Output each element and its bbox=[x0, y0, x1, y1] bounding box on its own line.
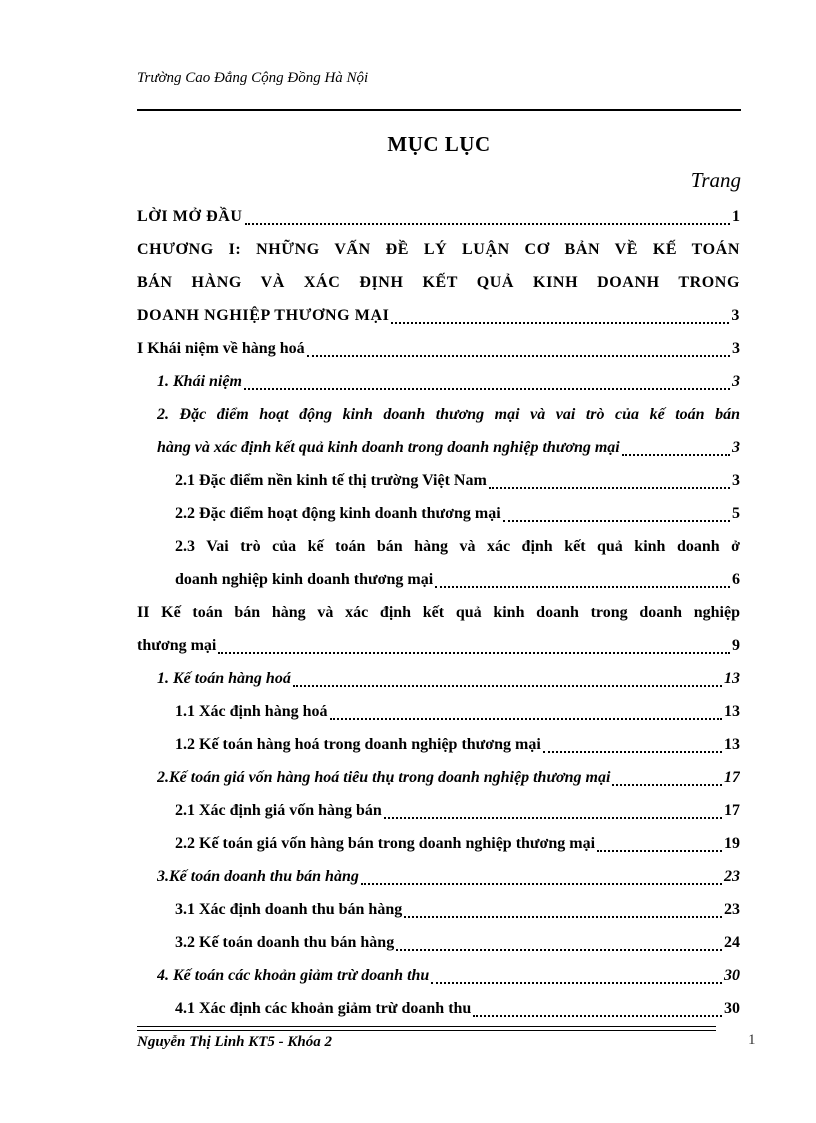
toc-leader-dots bbox=[597, 850, 722, 852]
toc-page-number: 13 bbox=[724, 703, 740, 720]
toc-entry-ii-2[interactable] bbox=[157, 761, 740, 794]
toc-leader-dots bbox=[384, 817, 722, 819]
toc-entry-text: 2.2 Đặc điểm hoạt động kinh doanh thương mại bbox=[175, 505, 501, 522]
toc-entry-ii-3-2[interactable] bbox=[175, 926, 740, 959]
toc-entry-section-1[interactable] bbox=[137, 332, 740, 365]
toc-leader-dots bbox=[244, 388, 730, 390]
toc-entry-ii-4-1[interactable] bbox=[175, 992, 740, 1025]
page-number: 1 bbox=[748, 1032, 756, 1048]
toc-page-number: 3 bbox=[732, 340, 740, 357]
toc-entry-text: hàng và xác định kết quả kinh doanh trong doanh nghiệp thương mại bbox=[157, 439, 620, 456]
toc-page-number: 24 bbox=[724, 934, 740, 951]
toc-entry-text: 4. Kế toán các khoản giảm trừ doanh thu bbox=[157, 967, 430, 984]
toc-page-number: 17 bbox=[724, 769, 740, 786]
toc-entry-text: 3.Kế toán doanh thu bán hàng bbox=[157, 868, 359, 885]
toc-page-number: 19 bbox=[724, 835, 740, 852]
toc-leader-dots bbox=[245, 223, 730, 225]
toc-entry-ii-3[interactable] bbox=[157, 860, 740, 893]
toc-entry-2-1[interactable] bbox=[175, 464, 740, 497]
toc-leader-dots bbox=[612, 784, 722, 786]
toc-entry-text: thương mại bbox=[137, 637, 217, 654]
toc-page-number: 30 bbox=[724, 967, 740, 984]
toc-entry-ii-1[interactable] bbox=[157, 662, 740, 695]
toc-entry-ii-1-1[interactable] bbox=[175, 695, 740, 728]
toc-entry-line: II Kế toán bán hàng và xác định kết quả kinh doanh trong doanh nghiệp bbox=[137, 604, 740, 621]
toc-leader-dots bbox=[404, 916, 722, 918]
toc-page-number: 17 bbox=[724, 802, 740, 819]
toc-entry-text: 1. Khái niệm bbox=[157, 373, 242, 390]
toc-leader-dots bbox=[307, 355, 730, 357]
toc-entry-section-2[interactable] bbox=[137, 596, 740, 662]
toc-leader-dots bbox=[503, 520, 730, 522]
toc-entry-text: 2.1 Xác định giá vốn hàng bán bbox=[175, 802, 382, 819]
toc-leader-dots bbox=[396, 949, 722, 951]
toc-leader-dots bbox=[391, 322, 729, 324]
toc-entry-line: BÁN HÀNG VÀ XÁC ĐỊNH KẾT QUẢ KINH DOANH TRONG bbox=[137, 274, 740, 291]
toc-entry-ii-1-2[interactable] bbox=[175, 728, 740, 761]
toc-page-number: 3 bbox=[731, 307, 740, 324]
toc-leader-dots bbox=[330, 718, 723, 720]
toc-page-number: 13 bbox=[724, 670, 740, 687]
toc-leader-dots bbox=[435, 586, 730, 588]
toc-entry-text: 2.1 Đặc điểm nền kinh tế thị trường Việt Nam bbox=[175, 472, 487, 489]
toc-entry-loi-mo-dau[interactable] bbox=[137, 200, 740, 233]
toc-page-number: 23 bbox=[724, 901, 740, 918]
toc-entry-text: doanh nghiệp kinh doanh thương mại bbox=[175, 571, 434, 588]
toc-leader-dots bbox=[489, 487, 730, 489]
toc-entry-ii-4[interactable] bbox=[157, 959, 740, 992]
toc-entry-line: 2. Đặc điểm hoạt động kinh doanh thương mại và vai trò của kế toán bán bbox=[157, 406, 740, 423]
toc-leader-dots bbox=[431, 982, 722, 984]
toc-leader-dots bbox=[218, 652, 730, 654]
footer-divider-top bbox=[137, 1026, 716, 1027]
toc-page-number: 1 bbox=[732, 208, 740, 225]
toc-entry-text: 3.1 Xác định doanh thu bán hàng bbox=[175, 901, 403, 918]
footer-divider-bottom bbox=[137, 1030, 716, 1031]
toc-entry-text: DOANH NGHIỆP THƯƠNG MẠI bbox=[137, 307, 390, 324]
toc-page-number: 13 bbox=[724, 736, 740, 753]
toc-page-number: 5 bbox=[732, 505, 740, 522]
toc-entry-text: 3.2 Kế toán doanh thu bán hàng bbox=[175, 934, 395, 951]
toc-entry-ii-3-1[interactable] bbox=[175, 893, 740, 926]
toc-leader-dots bbox=[543, 751, 722, 753]
toc-entry-chapter-1[interactable] bbox=[137, 233, 740, 332]
toc-page-number: 6 bbox=[732, 571, 740, 588]
toc-entry-text: 1.2 Kế toán hàng hoá trong doanh nghiệp thương mại bbox=[175, 736, 541, 753]
toc-leader-dots bbox=[473, 1015, 722, 1017]
toc-page-number: 9 bbox=[732, 637, 740, 654]
toc-leader-dots bbox=[293, 685, 722, 687]
toc-entry-line: 2.3 Vai trò của kế toán bán hàng và xác định kết quả kinh doanh ở bbox=[175, 538, 740, 555]
toc-page-number: 23 bbox=[724, 868, 740, 885]
toc-leader-dots bbox=[361, 883, 722, 885]
toc-entry-2-2[interactable] bbox=[175, 497, 740, 530]
toc-entry-2-3[interactable] bbox=[175, 530, 740, 596]
toc-page-number: 3 bbox=[732, 439, 740, 456]
toc-entry-1[interactable] bbox=[157, 365, 740, 398]
toc-entry-text: 4.1 Xác định các khoản giảm trừ doanh thu bbox=[175, 1000, 472, 1017]
toc-page-number: 3 bbox=[732, 373, 740, 390]
page-footer-author: Nguyễn Thị Linh KT5 - Khóa 2 bbox=[137, 1034, 333, 1050]
toc-page-number: 30 bbox=[724, 1000, 740, 1017]
table-of-contents bbox=[137, 200, 740, 1025]
toc-page-number: 3 bbox=[732, 472, 740, 489]
toc-entry-text: 1.1 Xác định hàng hoá bbox=[175, 703, 328, 720]
page-title: MỤC LỤC bbox=[387, 132, 491, 156]
toc-leader-dots bbox=[622, 454, 730, 456]
toc-entry-text: LỜI MỞ ĐẦU bbox=[137, 208, 243, 225]
header-divider bbox=[137, 109, 741, 111]
toc-entry-text: 2.Kế toán giá vốn hàng hoá tiêu thụ trong doanh nghiệp thương mại bbox=[157, 769, 611, 786]
toc-entry-2[interactable] bbox=[157, 398, 740, 464]
page-header-school: Trường Cao Đẳng Cộng Đồng Hà Nội bbox=[137, 70, 369, 86]
toc-entry-ii-2-1[interactable] bbox=[175, 794, 740, 827]
toc-entry-text: 1. Kế toán hàng hoá bbox=[157, 670, 291, 687]
toc-entry-text: 2.2 Kế toán giá vốn hàng bán trong doanh nghiệp thương mại bbox=[175, 835, 596, 852]
toc-entry-line: CHƯƠNG I: NHỮNG VẤN ĐỀ LÝ LUẬN CƠ BẢN VỀ KẾ TOÁN bbox=[137, 241, 740, 258]
toc-entry-text: I Khái niệm về hàng hoá bbox=[137, 340, 305, 357]
page-column-label: Trang bbox=[690, 168, 741, 192]
toc-entry-ii-2-2[interactable] bbox=[175, 827, 740, 860]
